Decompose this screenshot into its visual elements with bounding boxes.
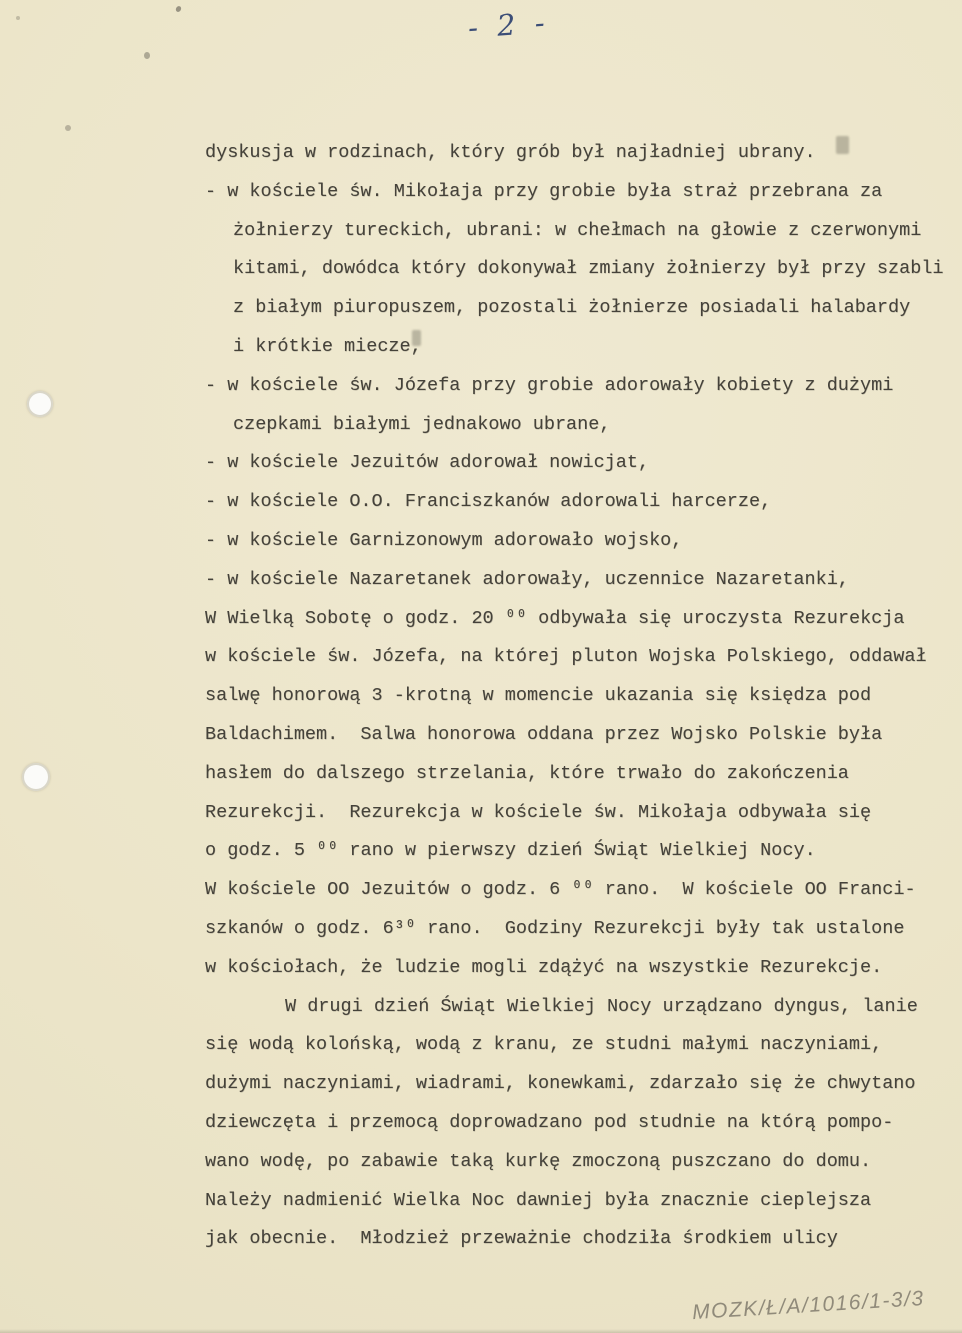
typed-line: w kościele św. Józefa, na której pluton Wojska Polskiego, oddawał	[205, 646, 927, 668]
typed-line: czepkami białymi jednakowo ubrane,	[233, 413, 611, 435]
paper-speck	[16, 16, 20, 20]
typed-line: W kościele OO Jezuitów o godz. 6 ⁰⁰ rano. W kościele OO Franci-	[205, 879, 916, 901]
handwritten-page-number: - 2 -	[466, 5, 551, 45]
archive-signature: MOZK/Ł/A/1016/1-3/3	[691, 1286, 926, 1325]
typed-line: Baldachimem. Salwa honorowa oddana przez Wojsko Polskie była	[205, 723, 883, 745]
typed-line: - w kościele św. Mikołaja przy grobie była straż przebrana za	[205, 180, 883, 202]
paper-speck	[65, 125, 71, 131]
typed-line: - w kościele Nazaretanek adorowały, uczennice Nazaretanki,	[205, 568, 849, 590]
typed-line: z białym piuropuszem, pozostali żołnierze posiadali halabardy	[233, 297, 911, 319]
paper-speck	[175, 5, 182, 13]
typed-line: kitami, dowódca który dokonywał zmiany żołnierzy był przy szabli	[233, 258, 944, 280]
typed-line: - w kościele O.O. Franciszkanów adorowali harcerze,	[205, 491, 772, 513]
typed-text-body	[205, 134, 962, 1259]
paper-speck	[144, 52, 150, 59]
typed-line: hasłem do dalszego strzelania, które trwało do zakończenia	[205, 762, 849, 784]
typed-line: Rezurekcji. Rezurekcja w kościele św. Mikołaja odbywała się	[205, 801, 872, 823]
typed-line: o godz. 5 ⁰⁰ rano w pierwszy dzień Świąt Wielkiej Nocy.	[205, 840, 816, 862]
typed-line: w kościołach, że ludzie mogli zdążyć na wszystkie Rezurekcje.	[205, 956, 883, 978]
punch-hole-top	[27, 391, 53, 417]
typed-line: jak obecnie. Młodzież przeważnie chodziła środkiem ulicy	[205, 1228, 838, 1250]
ink-smudge	[412, 330, 421, 346]
typed-line: - w kościele Jezuitów adorował nowicjat,	[205, 452, 650, 474]
typed-line: szkanów o godz. 6³⁰ rano. Godziny Rezurekcji były tak ustalone	[205, 917, 905, 939]
typed-line: - w kościele św. Józefa przy grobie adorowały kobiety z dużymi	[205, 374, 894, 396]
typed-line: dyskusja w rodzinach, który grób był najładniej ubrany.	[205, 142, 816, 163]
typed-line: się wodą kolońską, wodą z kranu, ze studni małymi naczyniami,	[205, 1034, 883, 1056]
typed-line: W Wielką Sobotę o godz. 20 ⁰⁰ odbywała się uroczysta Rezurekcja	[205, 607, 905, 629]
typed-line: salwę honorową 3 -krotną w momencie ukazania się księdza pod	[205, 685, 872, 707]
punch-hole-bottom	[22, 763, 50, 791]
typed-line: wano wodę, po zabawie taką kurkę zmoczoną puszczano do domu.	[205, 1150, 872, 1172]
typed-line: żołnierzy tureckich, ubrani: w chełmach na głowie z czerwonymi	[233, 219, 922, 241]
ink-smudge	[836, 136, 849, 154]
typed-line: Należy nadmienić Wielka Noc dawniej była znacznie cieplejsza	[205, 1189, 872, 1211]
typed-line: - w kościele Garnizonowym adorowało wojsko,	[205, 529, 683, 551]
typed-line: W drugi dzień Świąt Wielkiej Nocy urządzano dyngus, lanie	[285, 995, 918, 1017]
typed-line: dziewczęta i przemocą doprowadzano pod studnie na którą pompo-	[205, 1111, 894, 1133]
typed-line: i krótkie miecze,	[233, 335, 422, 357]
typed-line: dużymi naczyniami, wiadrami, konewkami, zdarzało się że chwytano	[205, 1073, 916, 1095]
